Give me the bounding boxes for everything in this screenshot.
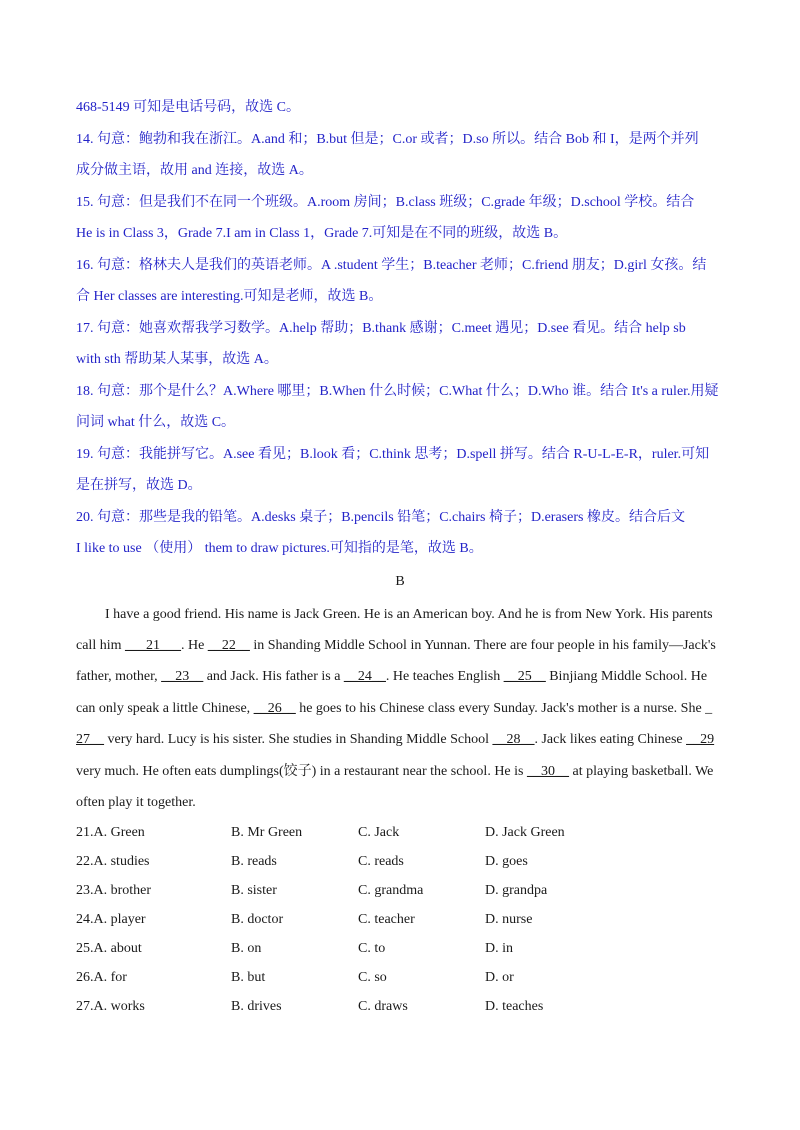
option-c: C. so <box>358 970 387 986</box>
blank-25: __25__ <box>503 669 546 685</box>
explanation-line: 19. 句意：我能拼写它。A.see 看见；B.look 看；C.think 思考；D.spell 拼写。结合 R-U-L-E-R，ruler.可知 <box>76 446 710 462</box>
passage-text: he goes to his Chinese class every Sunday. Jack's mother is a nurse. She _ <box>295 700 713 716</box>
option-a: 26.A. for <box>76 970 127 986</box>
option-b: B. reads <box>231 854 277 870</box>
option-b: B. but <box>231 970 266 986</box>
option-b: B. on <box>231 941 262 957</box>
option-d: D. in <box>485 941 513 957</box>
option-b: B. sister <box>231 883 277 899</box>
option-c: C. draws <box>358 999 408 1015</box>
passage-line <box>76 724 724 755</box>
passage-line <box>76 693 724 724</box>
blank-22: __22__ <box>207 637 250 653</box>
passage-line <box>76 599 724 630</box>
passage-text: . He teaches English <box>385 669 504 685</box>
option-row <box>76 934 724 963</box>
cloze-passage <box>76 599 724 819</box>
option-d: D. Jack Green <box>485 825 565 841</box>
explanation-line: 成分做主语，故用 and 连接，故选 A。 <box>76 163 313 178</box>
explanation-line: 合 Her classes are interesting.可知是老师，故选 B。 <box>76 289 383 304</box>
option-a: 27.A. works <box>76 999 145 1015</box>
option-c: C. to <box>358 941 386 957</box>
option-d: D. grandpa <box>485 883 548 899</box>
option-b: B. doctor <box>231 912 284 928</box>
option-d: D. teaches <box>485 999 544 1015</box>
blank-21: ___21___ <box>125 637 181 653</box>
explanation-line: I like to use （使用） them to draw pictures.可知指的是笔，故选 B。 <box>76 541 483 556</box>
blank-28: __28__ <box>492 732 535 748</box>
option-d: D. or <box>485 970 514 986</box>
explanation-line: with sth 帮助某人某事，故选 A。 <box>76 352 278 367</box>
option-row <box>76 818 724 847</box>
passage-line <box>76 661 724 692</box>
passage-text: I have a good friend. His name is Jack Green. He is an American boy. And he is from New York. His parents <box>105 606 713 622</box>
passage-line <box>76 787 724 818</box>
passage-text: in Shanding Middle School in Yunnan. There are four people in his family—Jack's <box>249 637 716 653</box>
option-a: 24.A. player <box>76 912 146 928</box>
passage-text: often play it together. <box>76 794 196 810</box>
passage-text: call him <box>76 637 125 653</box>
option-b: B. Mr Green <box>231 825 303 841</box>
option-d: D. goes <box>485 854 528 870</box>
passage-text: very much. He often eats dumplings(饺子) in a restaurant near the school. He is <box>76 763 527 779</box>
option-a: 23.A. brother <box>76 883 152 899</box>
option-row <box>76 847 724 876</box>
explanation-line: 15. 句意：但是我们不在同一个班级。A.room 房间；B.class 班级；C.grade 年级；D.school 学校。结合 <box>76 194 695 210</box>
blank-23: __23__ <box>161 669 204 685</box>
option-row <box>76 992 724 1021</box>
blank-29: __29 <box>686 732 715 748</box>
option-b: B. drives <box>231 999 282 1015</box>
option-c: C. grandma <box>358 883 424 899</box>
explanation-line: He is in Class 3，Grade 7.I am in Class 1，Grade 7.可知是在不同的班级，故选 B。 <box>76 226 568 241</box>
passage-line <box>76 630 724 661</box>
option-row <box>76 963 724 992</box>
option-a: 21.A. Green <box>76 825 145 841</box>
blank-30: __30__ <box>526 763 569 779</box>
option-a: 22.A. studies <box>76 854 150 870</box>
explanations-block <box>76 92 724 565</box>
passage-text: can only speak a little Chinese, <box>76 700 254 716</box>
option-row <box>76 905 724 934</box>
explanation-line: 14. 句意：鲍勃和我在浙江。A.and 和；B.but 但是；C.or 或者；D.so 所以。结合 Bob 和 I，是两个并列 <box>76 131 699 147</box>
option-c: C. reads <box>358 854 404 870</box>
explanation-line: 16. 句意：格林夫人是我们的英语老师。A .student 学生；B.teacher 老师；C.friend 朋友；D.girl 女孩。结 <box>76 257 707 273</box>
explanation-line: 20. 句意：那些是我的铅笔。A.desks 桌子；B.pencils 铅笔；C.chairs 椅子；D.erasers 橡皮。结合后文 <box>76 509 685 525</box>
passage-line <box>76 756 724 787</box>
explanation-line: 问词 what 什么，故选 C。 <box>76 415 236 430</box>
document-page <box>76 92 724 1021</box>
section-title: B <box>395 573 405 589</box>
blank-24: __24__ <box>343 669 386 685</box>
passage-text: and Jack. His father is a <box>203 669 344 685</box>
options-table <box>76 818 724 1021</box>
explanation-line: 18. 句意：那个是什么？A.Where 哪里；B.When 什么时候；C.What 什么；D.Who 谁。结合 It's a ruler.用疑 <box>76 383 719 399</box>
explanation-line: 468-5149 可知是电话号码，故选 C。 <box>76 100 300 115</box>
passage-text: Binjiang Middle School. He <box>545 669 708 685</box>
passage-text: father, mother, <box>76 669 162 685</box>
option-row <box>76 876 724 905</box>
blank-26: __26__ <box>253 700 296 716</box>
explanation-line: 是在拼写，故选 D。 <box>76 478 202 493</box>
option-a: 25.A. about <box>76 941 142 957</box>
passage-text: at playing basketball. We <box>568 763 714 779</box>
passage-text: . He <box>181 637 208 653</box>
blank-27: 27__ <box>76 732 104 748</box>
passage-text: very hard. Lucy is his sister. She studies in Shanding Middle School <box>104 732 493 748</box>
option-c: C. Jack <box>358 825 400 841</box>
option-c: C. teacher <box>358 912 415 928</box>
option-d: D. nurse <box>485 912 533 928</box>
explanation-line: 17. 句意：她喜欢帮我学习数学。A.help 帮助；B.thank 感谢；C.meet 遇见；D.see 看见。结合 help sb <box>76 320 686 336</box>
passage-text: . Jack likes eating Chinese <box>534 732 687 748</box>
